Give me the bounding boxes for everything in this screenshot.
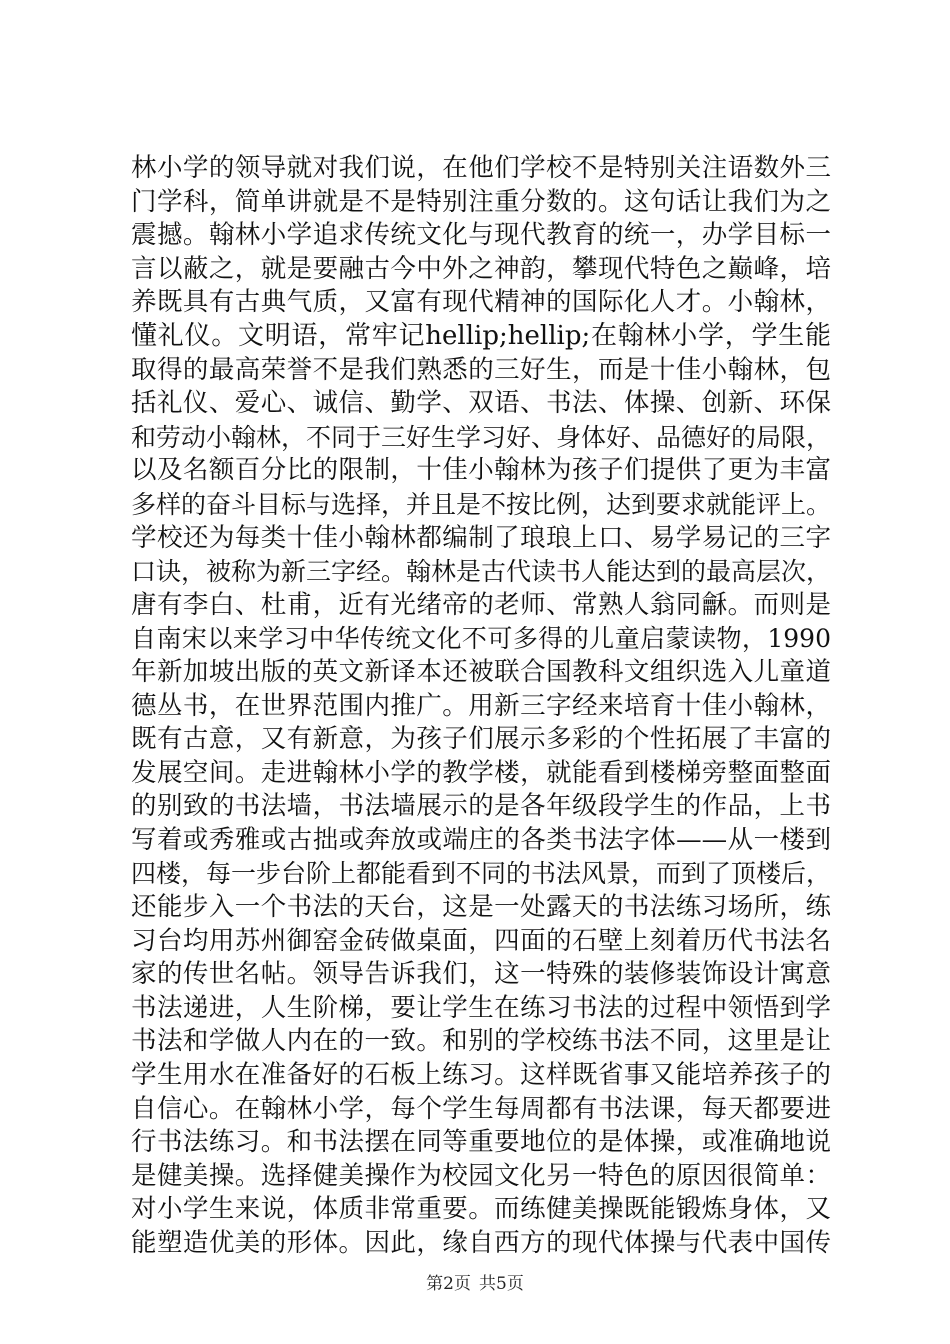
text-line: 养既具有古典气质，又富有现代精神的国际化人才。小翰林， <box>131 287 831 318</box>
text-line: 震撼。翰林小学追求传统文化与现代教育的统一，办学目标一 <box>131 220 831 251</box>
text-line: 的别致的书法墙，书法墙展示的是各年级段学生的作品，上书 <box>131 791 831 822</box>
text-line: 唐有李白、杜甫，近有光绪帝的老师、常熟人翁同龢。而则是 <box>131 589 831 620</box>
text-line: 四楼，每一步台阶上都能看到不同的书法风景，而到了顶楼后， <box>131 859 832 889</box>
text-line: 以及名额百分比的限制，十佳小翰林为孩子们提供了更为丰富 <box>131 455 831 486</box>
text-line: 自南宋以来学习中华传统文化不可多得的儿童启蒙读物，1990 <box>131 624 831 654</box>
text-line: 德丛书，在世界范围内推广。用新三字经来培育十佳小翰林， <box>131 690 831 721</box>
text-line: 对小学生来说，体质非常重要。而练健美操既能锻炼身体，又 <box>131 1194 831 1225</box>
page-total: 共5页 <box>479 1274 524 1294</box>
text-line: 学校还为每类十佳小翰林都编制了琅琅上口、易学易记的三字 <box>131 522 831 553</box>
body-text <box>131 152 831 1261</box>
text-line: 年新加坡出版的英文新译本还被联合国教科文组织选入儿童道 <box>131 656 831 687</box>
text-line: 书法和学做人内在的一致。和别的学校练书法不同，这里是让 <box>131 1026 831 1057</box>
text-line: 是健美操。选择健美操作为校园文化另一特色的原因很简单： <box>131 1160 831 1191</box>
text-line: 家的传世名帖。领导告诉我们，这一特殊的装修装饰设计寓意 <box>131 959 831 990</box>
text-line: 懂礼仪。文明语，常牢记hellip;hellip;在翰林小学，学生能 <box>131 320 831 351</box>
text-line: 写着或秀雅或古拙或奔放或端庄的各类书法字体——从一楼到 <box>131 824 831 855</box>
text-line: 口诀，被称为新三字经。翰林是古代读书人能达到的最高层次， <box>131 557 832 587</box>
text-line: 取得的最高荣誉不是我们熟悉的三好生，而是十佳小翰林，包 <box>131 354 831 385</box>
text-line: 学生用水在准备好的石板上练习。这样既省事又能培养孩子的 <box>131 1060 831 1091</box>
text-line: 还能步入一个书法的天台，这是一处露天的书法练习场所，练 <box>131 892 831 923</box>
text-line: 林小学的领导就对我们说，在他们学校不是特别关注语数外三 <box>131 153 831 183</box>
text-line: 括礼仪、爱心、诚信、勤学、双语、书法、体操、创新、环保 <box>131 388 831 419</box>
text-line: 习台均用苏州御窑金砖做桌面，四面的石壁上刻着历代书法名 <box>131 925 831 956</box>
text-line: 既有古意，又有新意，为孩子们展示多彩的个性拓展了丰富的 <box>131 724 831 755</box>
text-line: 发展空间。走进翰林小学的教学楼，就能看到楼梯旁整面整面 <box>131 757 831 788</box>
text-line: 行书法练习。和书法摆在同等重要地位的是体操，或准确地说 <box>131 1127 831 1158</box>
text-line: 能塑造优美的形体。因此，缘自西方的现代体操与代表中国传 <box>131 1228 831 1258</box>
page-number: 第2页 <box>426 1274 471 1294</box>
page-footer <box>0 1273 950 1295</box>
text-line: 书法递进，人生阶梯，要让学生在练习书法的过程中领悟到学 <box>131 992 831 1023</box>
text-line: 言以蔽之，就是要融古今中外之神韵，攀现代特色之巅峰，培 <box>131 253 831 284</box>
text-line: 多样的奋斗目标与选择，并且是不按比例，达到要求就能评上。 <box>131 489 832 519</box>
text-line: 和劳动小翰林，不同于三好生学习好、身体好、品德好的局限， <box>131 422 832 452</box>
text-line: 门学科，简单讲就是不是特别注重分数的。这句话让我们为之 <box>131 186 831 217</box>
text-line: 自信心。在翰林小学，每个学生每周都有书法课，每天都要进 <box>131 1093 831 1124</box>
